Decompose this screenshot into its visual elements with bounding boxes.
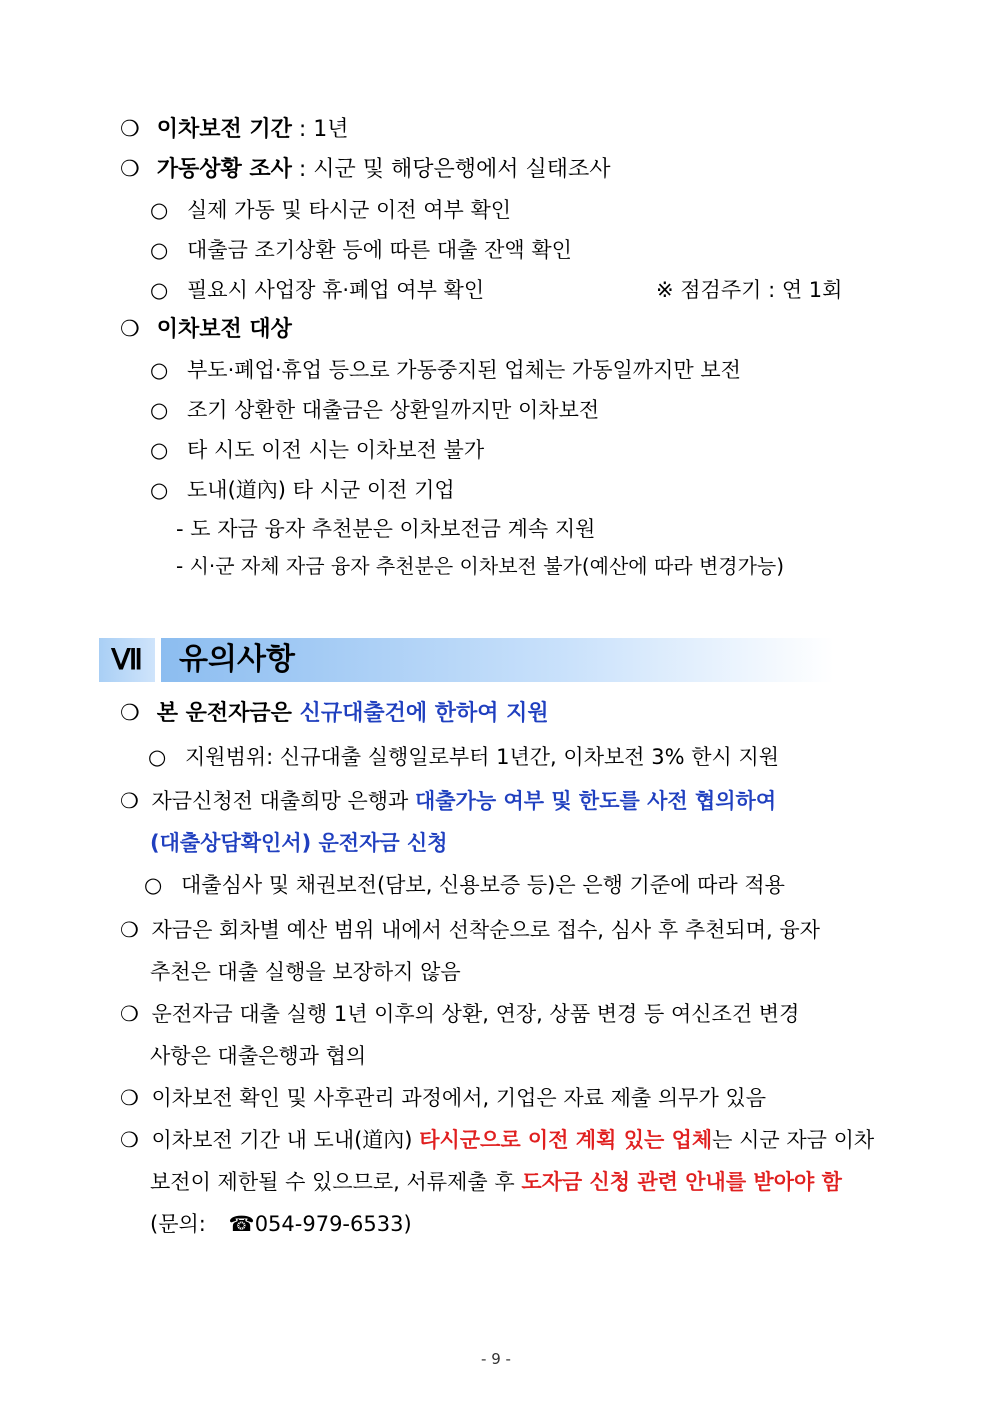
note-continuation: 추천은 대출 실행을 보장하지 않음 — [150, 960, 461, 984]
note-sub-line — [148, 741, 779, 773]
note-highlight-red: 타시군으로 이전 계획 있는 업체 — [419, 1128, 713, 1152]
note-text: 지원범위: 신규대출 실행일로부터 1년간, 이차보전 3% 한시 지원 — [185, 745, 780, 769]
note-line — [120, 914, 820, 946]
label-bold: 이차보전 기간 — [156, 117, 292, 142]
phone-icon: ☎ — [228, 1212, 255, 1236]
note-text: 본 운전자금은 — [156, 701, 300, 726]
label-bold: 가동상황 조사 — [156, 157, 292, 182]
note-line — [120, 998, 799, 1030]
item-text: 부도·폐업·휴업 등으로 가동중지된 업체는 가동일까지만 보전 — [187, 358, 741, 382]
note-highlight-blue: 대출가능 여부 및 한도를 사전 협의하여 — [414, 789, 777, 813]
contact-label: (문의: — [150, 1212, 213, 1236]
small-circle-bullet: ○ — [144, 873, 163, 897]
circle-bullet: ❍ — [120, 1086, 139, 1110]
section-header — [99, 638, 834, 682]
item-text: 대출금 조기상환 등에 따른 대출 잔액 확인 — [187, 238, 572, 262]
small-circle-bullet: ○ — [150, 398, 169, 422]
small-circle-bullet: ○ — [150, 198, 169, 222]
circle-bullet: ❍ — [120, 117, 140, 142]
label-rest: : 시군 및 해당은행에서 실태조사 — [291, 157, 611, 182]
note-text: 보전이 제한될 수 있으므로, 서류제출 후 — [150, 1170, 522, 1194]
note-text: 이차보전 확인 및 사후관리 과정에서, 기업은 자료 제출 의무가 있음 — [151, 1086, 766, 1110]
note-highlight-blue: (대출상담확인서) 운전자금 신청 — [150, 831, 448, 855]
item-text: 타 시도 이전 시는 이차보전 불가 — [187, 438, 485, 462]
line-sub-item — [150, 274, 484, 306]
inspection-cycle-note: ※ 점검주기 : 연 1회 — [656, 278, 843, 302]
note-line — [120, 1082, 766, 1114]
small-circle-bullet: ○ — [150, 478, 169, 502]
line-sub-item — [150, 194, 511, 226]
small-circle-bullet: ○ — [150, 278, 169, 302]
note-text: 운전자금 대출 실행 1년 이후의 상환, 연장, 상품 변경 등 여신조건 변경 — [151, 1002, 800, 1026]
note-text: 는 시군 자금 이차 — [712, 1128, 875, 1152]
line-interest-target — [120, 314, 292, 346]
note-text: 이차보전 기간 내 도내(道內) — [151, 1128, 420, 1152]
line-operation-survey — [120, 154, 611, 186]
section-number: Ⅶ — [99, 638, 155, 682]
item-text: 도내(道內) 타 시군 이전 기업 — [187, 478, 455, 502]
circle-bullet: ❍ — [120, 317, 140, 342]
note-continuation: 사항은 대출은행과 협의 — [150, 1044, 367, 1068]
contact-line — [150, 1208, 412, 1240]
note-continuation — [150, 1166, 842, 1198]
circle-bullet: ❍ — [120, 789, 139, 813]
label-bold: 이차보전 대상 — [156, 317, 292, 342]
item-text: 실제 가동 및 타시군 이전 여부 확인 — [187, 198, 512, 222]
circle-bullet: ❍ — [120, 1002, 139, 1026]
note-highlight-red: 도자금 신청 관련 안내를 받아야 함 — [521, 1170, 842, 1194]
page-number: - 9 - — [481, 1350, 511, 1368]
circle-bullet: ❍ — [120, 1128, 139, 1152]
note-sub-line — [144, 869, 785, 901]
line-sub-item — [150, 354, 741, 386]
small-circle-bullet: ○ — [150, 358, 169, 382]
section-title: 유의사항 — [179, 642, 295, 677]
label-rest: : 1년 — [291, 117, 349, 142]
circle-bullet: ❍ — [120, 157, 140, 182]
item-text: 조기 상환한 대출금은 상환일까지만 이차보전 — [187, 398, 600, 422]
circle-bullet: ❍ — [120, 918, 139, 942]
note-line — [120, 785, 776, 817]
note-line — [120, 698, 549, 730]
line-sub-item — [150, 434, 484, 466]
line-interest-period — [120, 114, 349, 146]
line-sub-item — [150, 234, 572, 266]
note-line — [120, 1124, 874, 1156]
note-continuation — [150, 827, 448, 859]
item-text: 필요시 사업장 휴·폐업 여부 확인 — [187, 278, 485, 302]
small-circle-bullet: ○ — [148, 745, 167, 769]
note-text: 자금은 회차별 예산 범위 내에서 선착순으로 접수, 심사 후 추천되며, 융자 — [151, 918, 820, 942]
line-dash-item: - 시·군 자체 자금 융자 추천분은 이차보전 불가(예산에 따라 변경가능) — [176, 554, 785, 578]
small-circle-bullet: ○ — [150, 438, 169, 462]
line-dash-item: - 도 자금 융자 추천분은 이차보전금 계속 지원 — [176, 517, 596, 541]
line-sub-item — [150, 394, 599, 426]
section-title-bar — [161, 638, 834, 682]
circle-bullet: ❍ — [120, 701, 140, 726]
note-highlight-blue: 신규대출건에 한하여 지원 — [299, 701, 549, 726]
note-text: 자금신청전 대출희망 은행과 — [151, 789, 415, 813]
small-circle-bullet: ○ — [150, 238, 169, 262]
note-text: 대출심사 및 채권보전(담보, 신용보증 등)은 은행 기준에 따라 적용 — [181, 873, 785, 897]
line-sub-item — [150, 474, 455, 506]
phone-number: 054-979-6533) — [254, 1212, 412, 1236]
